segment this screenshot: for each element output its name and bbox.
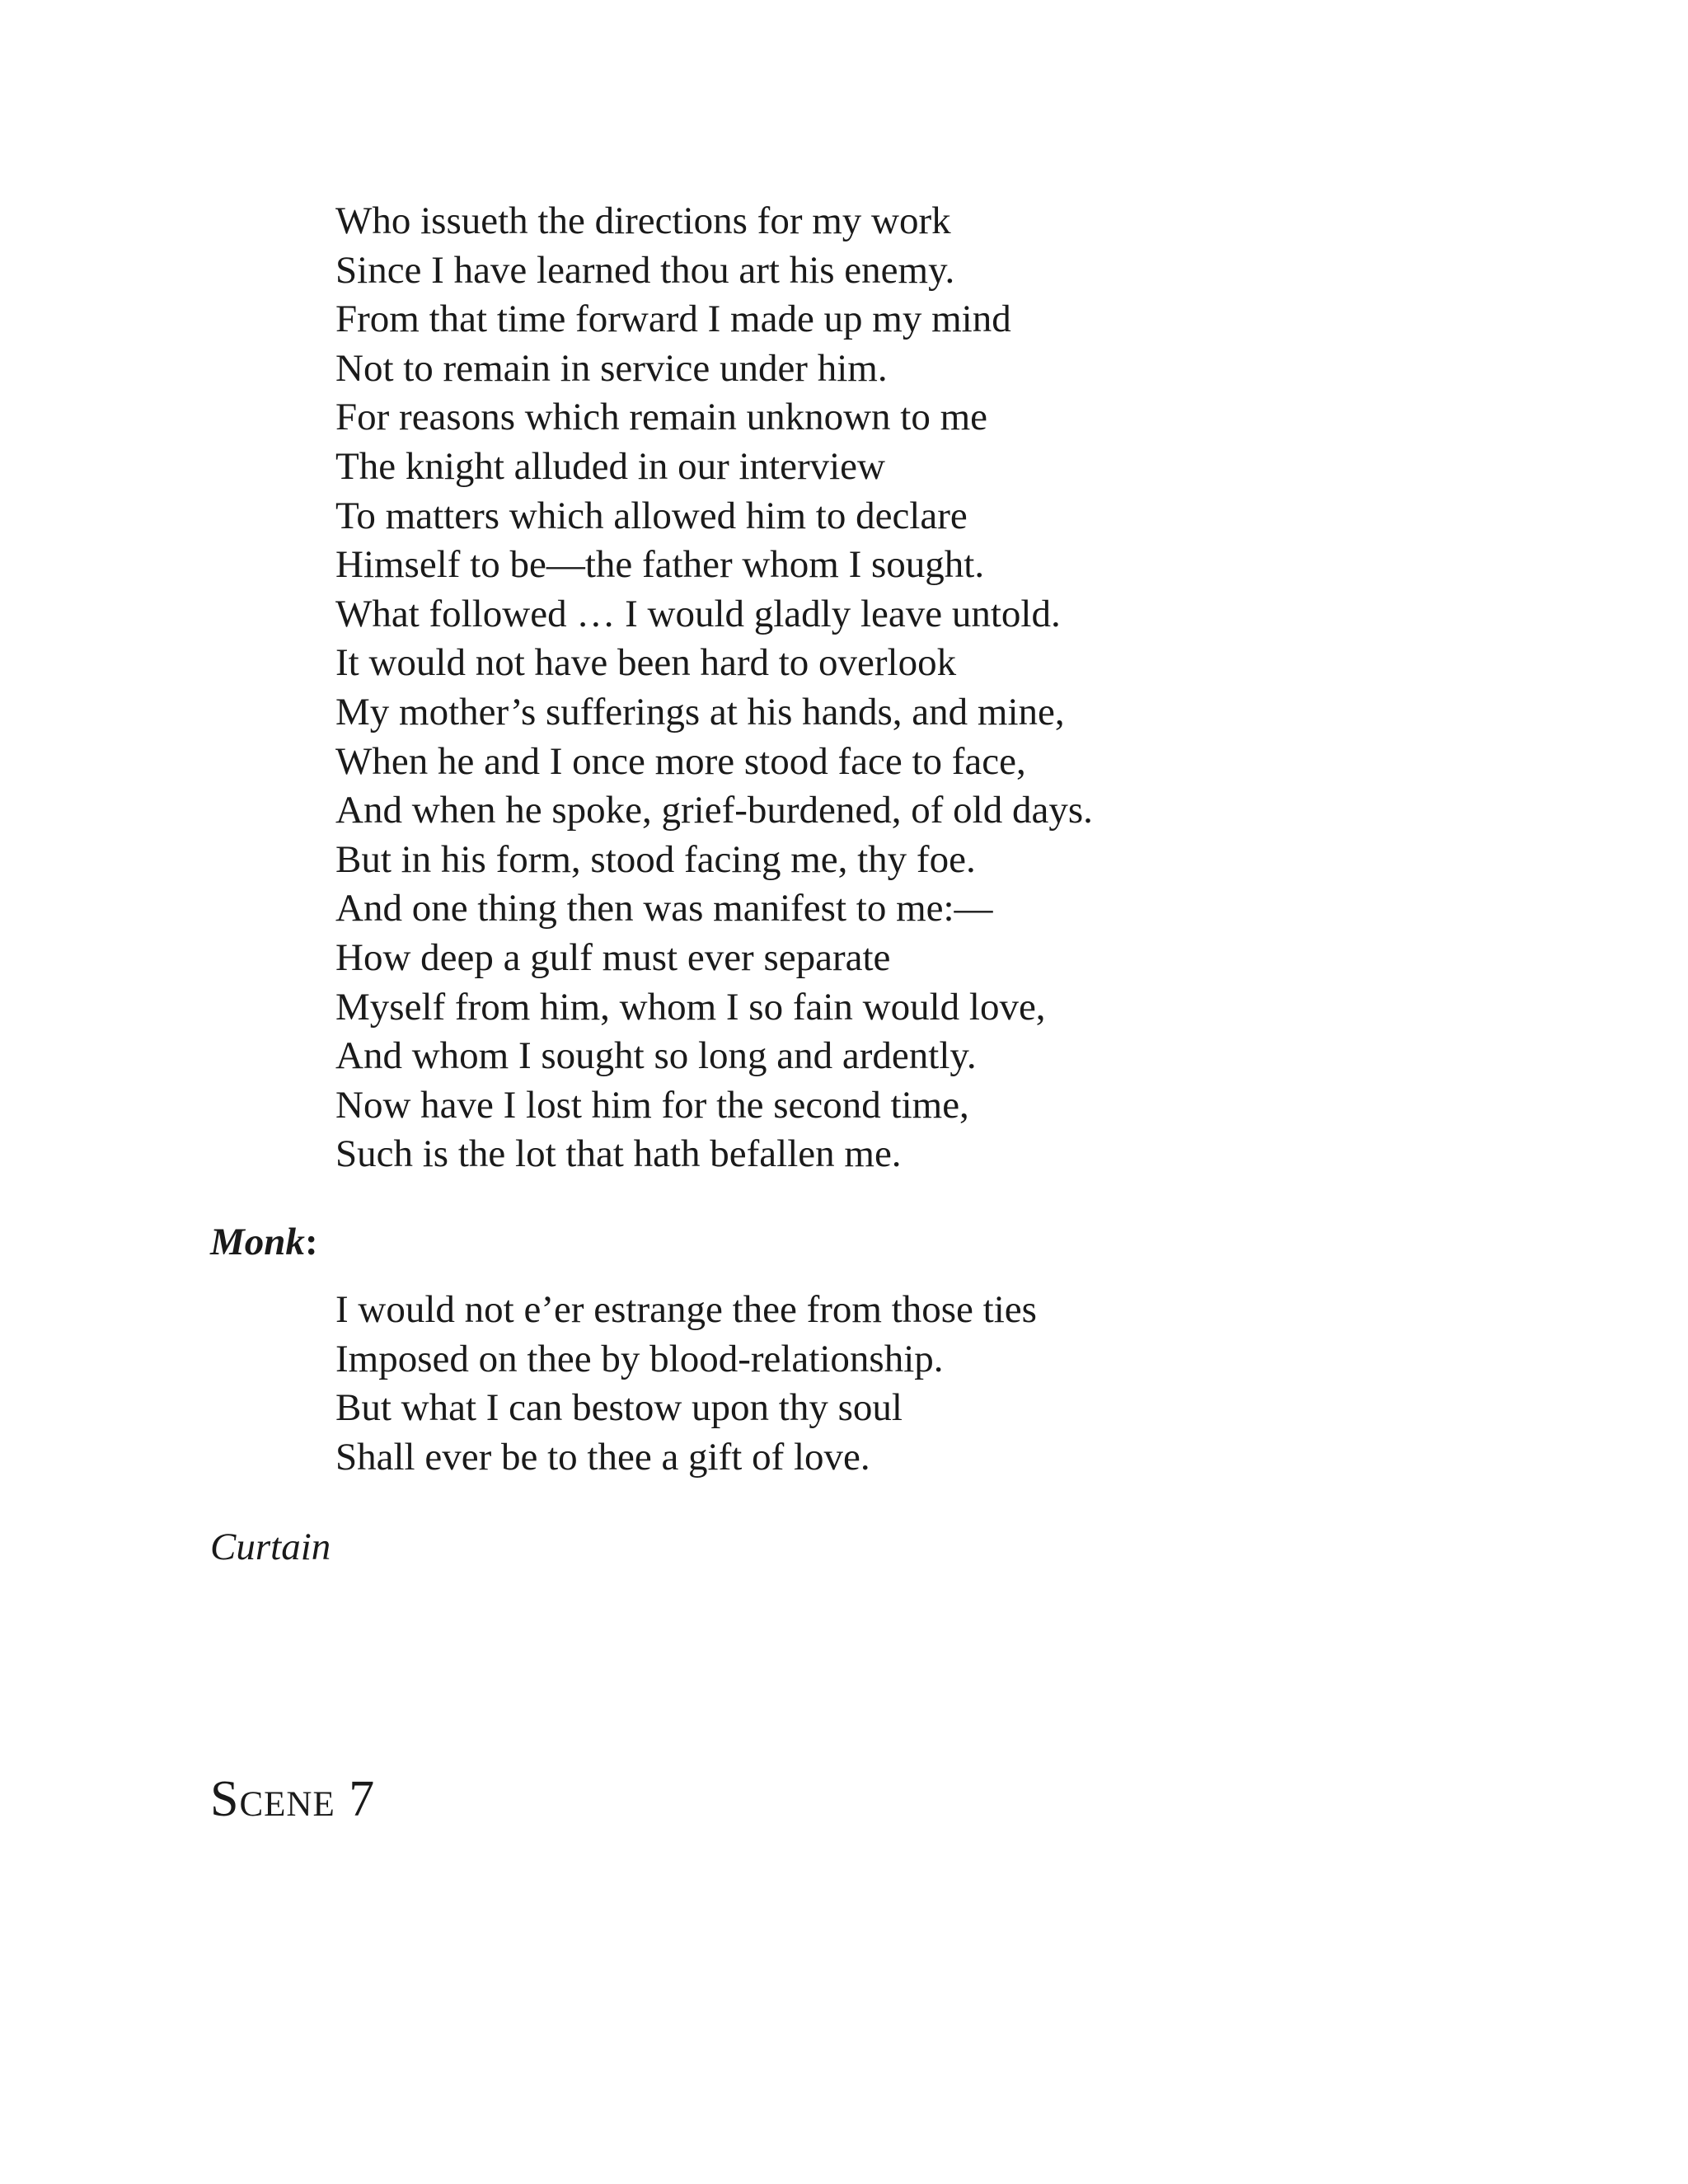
verse-line: Since I have learned thou art his enemy. xyxy=(335,248,955,292)
verse-line: For reasons which remain unknown to me xyxy=(335,396,988,439)
verse-line: From that time forward I made up my mind xyxy=(335,298,1011,341)
verse-block-previous-speaker xyxy=(335,197,1093,1179)
verse-line: Myself from him, whom I so fain would love, xyxy=(335,985,1046,1029)
verse-line: Imposed on thee by blood-relationship. xyxy=(335,1337,944,1380)
stage-direction: Curtain xyxy=(210,1526,331,1568)
speaker-colon: : xyxy=(304,1221,318,1263)
verse-line: But in his form, stood facing me, thy foe. xyxy=(335,837,976,881)
verse-line: Who issueth the directions for my work xyxy=(335,199,951,242)
verse-line: How deep a gulf must ever separate xyxy=(335,935,891,979)
verse-line: I would not e’er estrange thee from those ties xyxy=(335,1288,1037,1331)
verse-line: What followed … I would gladly leave untold. xyxy=(335,592,1061,635)
verse-line: Shall ever be to thee a gift of love. xyxy=(335,1435,870,1479)
speaker-label-monk xyxy=(210,1218,318,1268)
verse-line: The knight alluded in our interview xyxy=(335,444,885,488)
verse-line: When he and I once more stood face to face, xyxy=(335,739,1026,783)
verse-line: Such is the lot that hath befallen me. xyxy=(335,1132,902,1176)
verse-line: Now have I lost him for the second time, xyxy=(335,1083,969,1127)
verse-line: Not to remain in service under him. xyxy=(335,346,888,390)
verse-line: It would not have been hard to overlook xyxy=(335,641,957,685)
verse-line: My mother’s sufferings at his hands, and mine, xyxy=(335,690,1065,733)
scene-heading: Scene 7 xyxy=(210,1771,376,1827)
speaker-name: Monk xyxy=(210,1221,305,1263)
verse-line: Himself to be—the father whom I sought. xyxy=(335,543,985,587)
verse-line: And when he spoke, grief-burdened, of old days. xyxy=(335,789,1093,832)
verse-line: To matters which allowed him to declare xyxy=(335,494,968,537)
verse-block-monk xyxy=(335,1286,1037,1482)
verse-line: And whom I sought so long and ardently. xyxy=(335,1034,977,1078)
verse-line: But what I can bestow upon thy soul xyxy=(335,1386,903,1430)
verse-line: And one thing then was manifest to me:— xyxy=(335,887,993,930)
